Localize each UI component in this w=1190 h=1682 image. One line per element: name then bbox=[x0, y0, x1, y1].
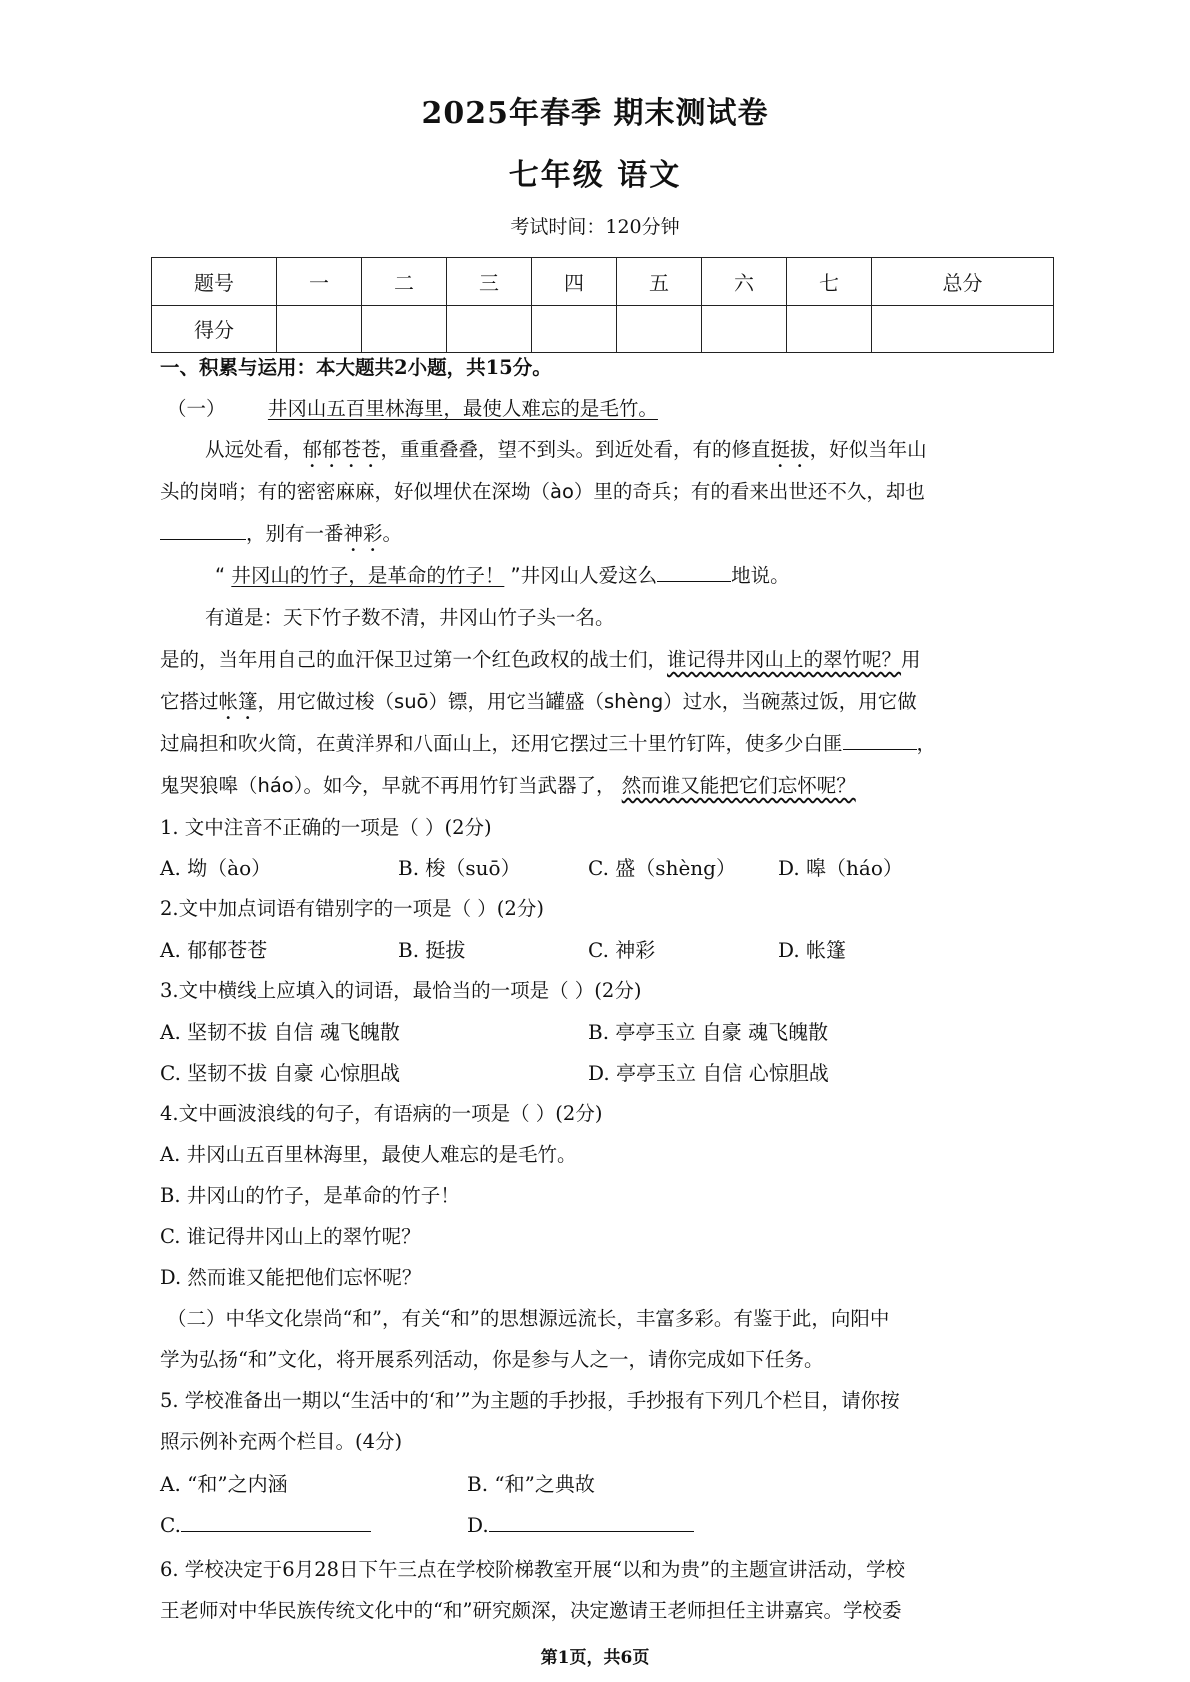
passage-line bbox=[160, 644, 921, 672]
question-stem: 3.文中横线上应填入的词语，最恰当的一项是（ ）(2分) bbox=[160, 979, 642, 1002]
part1-title: 井冈山五百里林海里，最使人难忘的是毛竹。 bbox=[267, 397, 658, 420]
option-d: D. 亭亭玉立 自信 心惊胆战 bbox=[588, 1061, 829, 1085]
passage-line bbox=[215, 560, 790, 588]
dotted-word: 挺拔 bbox=[770, 438, 810, 461]
score-cell: 总分 bbox=[872, 258, 1054, 306]
exam-time: 考试时间：120分钟 bbox=[510, 216, 680, 238]
option-a: A. 郁郁苍苍 bbox=[160, 938, 268, 962]
score-cell: 七 bbox=[787, 258, 872, 306]
option-d bbox=[467, 1513, 694, 1537]
dotted-word: 神彩 bbox=[343, 522, 383, 545]
option-c-label: C. bbox=[160, 1513, 181, 1537]
option-d: D. 嗥（háo） bbox=[778, 856, 903, 880]
score-table-score-row bbox=[152, 305, 1054, 353]
exam-title: 2025年春季 期末测试卷 bbox=[421, 96, 769, 131]
passage-text: ， bbox=[916, 732, 937, 755]
part2-intro: 学为弘扬“和”文化，将开展系列活动，你是参与人之一，请你完成如下任务。 bbox=[160, 1348, 824, 1371]
fill-blank bbox=[160, 521, 246, 540]
passage-text: 过扁担和吹火筒，在黄洋界和八面山上，还用它摆过三十里竹钉阵，使多少白匪 bbox=[160, 732, 843, 755]
question-stem: 5. 学校准备出一期以“生活中的‘和’”为主题的手抄报，手抄报有下列几个栏目，请你按 bbox=[160, 1389, 900, 1412]
part1-label: （一） bbox=[167, 397, 226, 420]
score-cell: 一 bbox=[277, 258, 362, 306]
fill-blank bbox=[657, 563, 731, 582]
option-a: A. 坚韧不拔 自信 魂飞魄散 bbox=[160, 1020, 400, 1044]
passage-text: ”井冈山人爱这么 bbox=[510, 564, 658, 587]
passage-text: 。 bbox=[382, 522, 403, 545]
score-cell: 五 bbox=[617, 258, 702, 306]
option-d-label: D. bbox=[467, 1513, 489, 1537]
page-footer: 第1页，共6页 bbox=[540, 1648, 650, 1668]
score-table-header-row bbox=[152, 258, 1054, 306]
passage-line bbox=[160, 770, 856, 798]
passage-text: 它搭过 bbox=[160, 690, 219, 713]
score-cell: 得分 bbox=[152, 305, 277, 353]
score-cell-empty bbox=[277, 305, 362, 353]
option-d: D. 帐篷 bbox=[778, 938, 847, 962]
part2-intro: （二）中华文化崇尚“和”，有关“和”的思想源远流长，丰富多彩。有鉴于此，向阳中 bbox=[167, 1307, 890, 1330]
passage-text: ，重重叠叠，望不到头。到近处看，有的修直 bbox=[380, 438, 771, 461]
option-c: C. 盛（shèng） bbox=[588, 856, 736, 880]
question-stem: 照示例补充两个栏目。(4分) bbox=[160, 1430, 403, 1453]
section-heading: 一、积累与运用：本大题共2小题，共15分。 bbox=[160, 356, 552, 379]
question-stem: 1. 文中注音不正确的一项是（ ）(2分) bbox=[160, 816, 492, 839]
passage-text: 用 bbox=[901, 648, 921, 671]
passage-text: 鬼哭狼嗥（háo）。如今，早就不再用竹钉当武器了， bbox=[160, 774, 616, 797]
score-cell-empty bbox=[532, 305, 617, 353]
score-cell: 二 bbox=[362, 258, 447, 306]
score-cell: 三 bbox=[447, 258, 532, 306]
score-cell: 题号 bbox=[152, 258, 277, 306]
option-d: D. 然而谁又能把他们忘怀呢？ bbox=[160, 1266, 422, 1289]
score-cell-empty bbox=[787, 305, 872, 353]
option-b: B. 亭亭玉立 自豪 魂飞魄散 bbox=[588, 1020, 829, 1044]
passage-text: ，用它做过梭（suō）镖，用它当罐盛（shèng）过水，当碗蒸过饭，用它做 bbox=[257, 690, 917, 713]
wavy-sentence: 然而谁又能把它们忘怀呢？ bbox=[621, 774, 856, 797]
option-c: C. 神彩 bbox=[588, 938, 656, 962]
passage-text: ，好似当年山 bbox=[809, 438, 927, 461]
option-c: C. 坚韧不拔 自豪 心惊胆战 bbox=[160, 1061, 401, 1085]
exam-subtitle: 七年级 语文 bbox=[508, 158, 682, 193]
question-stem: 4.文中画波浪线的句子，有语病的一项是（ ）(2分) bbox=[160, 1102, 603, 1125]
passage-line: 头的岗哨；有的密密麻麻，好似埋伏在深坳（ào）里的奇兵；有的看来出世还不久，却也 bbox=[160, 480, 925, 503]
option-a: A. 坳（ào） bbox=[160, 856, 272, 880]
passage-line bbox=[160, 518, 402, 556]
question-stem: 6. 学校决定于6月28日下午三点在学校阶梯教室开展“以和为贵”的主题宣讲活动，学校 bbox=[160, 1558, 905, 1581]
wavy-sentence: 谁记得井冈山上的翠竹呢？ bbox=[667, 648, 902, 671]
dotted-word: 帐篷 bbox=[218, 690, 258, 713]
option-c bbox=[160, 1513, 371, 1537]
passage-text: 是的，当年用自己的血汗保卫过第一个红色政权的战士们， bbox=[160, 648, 668, 671]
score-cell-empty bbox=[447, 305, 532, 353]
passage-line bbox=[160, 728, 936, 756]
passage-text: 地说。 bbox=[731, 564, 790, 587]
question-stem: 2.文中加点词语有错别字的一项是（ ）(2分) bbox=[160, 897, 544, 920]
question-stem: 王老师对中华民族传统文化中的“和”研究颇深，决定邀请王老师担任主讲嘉宾。学校委 bbox=[160, 1599, 902, 1622]
passage-line bbox=[205, 434, 927, 472]
score-cell-empty bbox=[702, 305, 787, 353]
score-cell-empty bbox=[872, 305, 1054, 353]
option-c: C. 谁记得井冈山上的翠竹呢？ bbox=[160, 1225, 421, 1248]
fill-blank bbox=[843, 731, 917, 750]
score-cell: 四 bbox=[532, 258, 617, 306]
score-cell: 六 bbox=[702, 258, 787, 306]
option-b: B. 井冈山的竹子，是革命的竹子！ bbox=[160, 1184, 460, 1207]
dotted-word: 郁郁苍苍 bbox=[302, 438, 381, 461]
option-b: B. 梭（suō） bbox=[398, 856, 521, 880]
passage-line: 有道是：天下竹子数不清，井冈山竹子头一名。 bbox=[205, 606, 615, 629]
option-b: B. 挺拔 bbox=[398, 938, 466, 962]
option-a: A. “和”之内涵 bbox=[160, 1472, 288, 1496]
score-cell-empty bbox=[617, 305, 702, 353]
passage-text: 从远处看， bbox=[205, 438, 303, 461]
score-cell-empty bbox=[362, 305, 447, 353]
fill-blank bbox=[181, 1513, 371, 1532]
passage-text: “ bbox=[215, 564, 226, 587]
underlined-sentence: 井冈山的竹子，是革命的竹子！ bbox=[231, 564, 505, 587]
fill-blank bbox=[489, 1513, 694, 1532]
option-a: A. 井冈山五百里林海里，最使人难忘的是毛竹。 bbox=[160, 1143, 577, 1166]
passage-text: ，别有一番 bbox=[246, 522, 344, 545]
passage-line bbox=[160, 686, 917, 724]
part1-heading bbox=[167, 393, 658, 421]
option-b: B. “和”之典故 bbox=[467, 1472, 595, 1496]
score-table bbox=[151, 257, 1054, 353]
